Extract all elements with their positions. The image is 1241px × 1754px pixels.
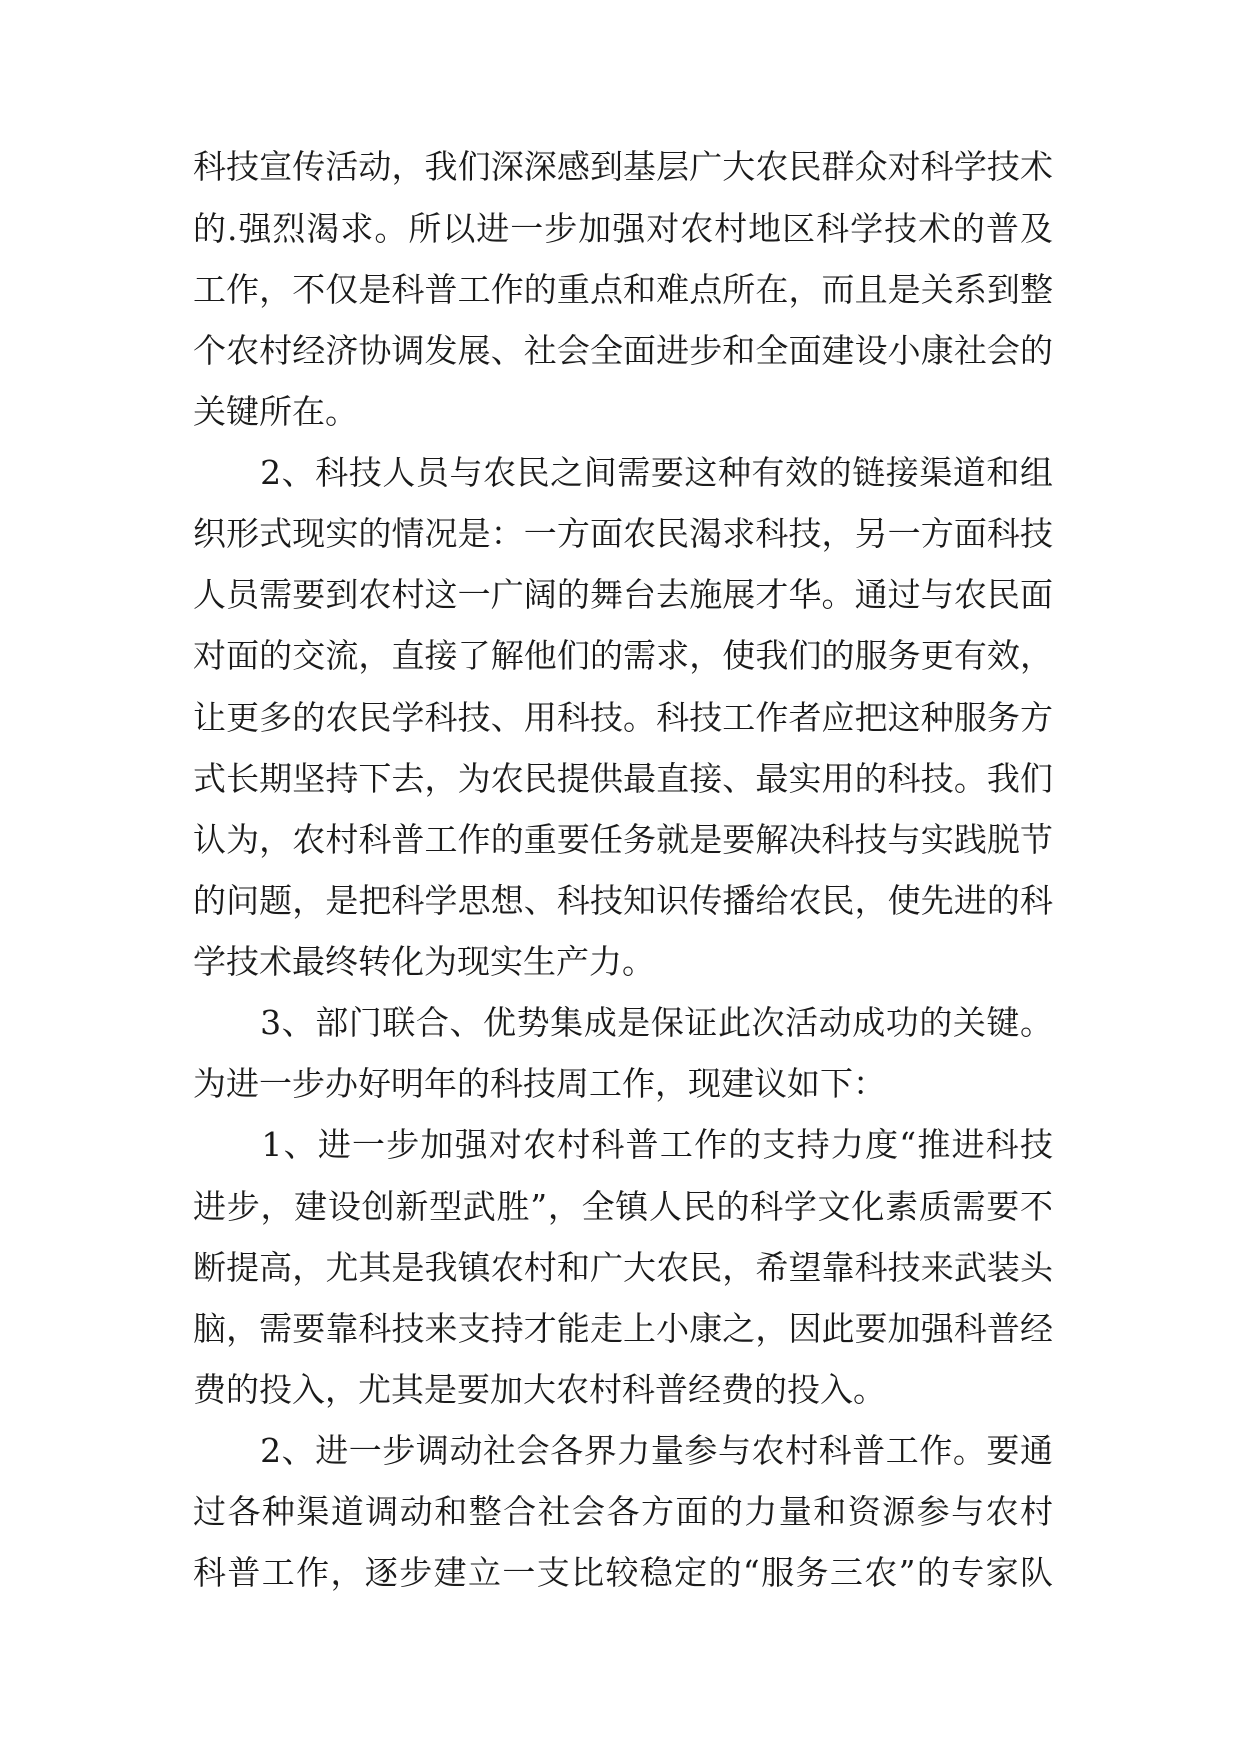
body-text-line: 科技宣传活动，我们深深感到基层广大农民群众对科学技术 — [193, 147, 1053, 186]
body-text-line: 过各种渠道调动和整合社会各方面的力量和资源参与农村 — [193, 1492, 1053, 1531]
body-text-line: 关键所在。 — [193, 392, 358, 431]
body-text-line: 科普工作，逐步建立一支比较稳定的“服务三农”的专家队 — [193, 1553, 1053, 1592]
body-text-line: 费的投入，尤其是要加大农村科普经费的投入。 — [193, 1370, 886, 1409]
body-text-line: 织形式现实的情况是：一方面农民渴求科技，另一方面科技 — [193, 514, 1053, 553]
body-text-line: 个农村经济协调发展、社会全面进步和全面建设小康社会的 — [193, 331, 1053, 370]
body-text-line: 学技术最终转化为现实生产力。 — [193, 942, 655, 981]
body-text-line: 认为，农村科普工作的重要任务就是要解决科技与实践脱节 — [193, 820, 1053, 859]
body-text-line: 让更多的农民学科技、用科技。科技工作者应把这种服务方 — [193, 698, 1053, 737]
body-text-line: 对面的交流，直接了解他们的需求，使我们的服务更有效， — [193, 636, 1053, 675]
body-text-line: 3、部门联合、优势集成是保证此次活动成功的关键。 — [193, 1003, 1053, 1042]
body-text-line: 的问题，是把科学思想、科技知识传播给农民，使先进的科 — [193, 881, 1053, 920]
body-text-line: 工作，不仅是科普工作的重点和难点所在，而且是关系到整 — [193, 270, 1053, 309]
body-text-line: 断提高，尤其是我镇农村和广大农民，希望靠科技来武装头 — [193, 1248, 1053, 1287]
body-text-line: 进步，建设创新型武胜”，全镇人民的科学文化素质需要不 — [193, 1187, 1053, 1226]
body-text-line: 的.强烈渴求。所以进一步加强对农村地区科学技术的普及 — [193, 209, 1053, 248]
body-text-line: 式长期坚持下去，为农民提供最直接、最实用的科技。我们 — [193, 759, 1053, 798]
body-text-line: 脑，需要靠科技来支持才能走上小康之，因此要加强科普经 — [193, 1309, 1053, 1348]
body-text-line: 2、科技人员与农民之间需要这种有效的链接渠道和组 — [193, 453, 1053, 492]
body-text-line: 人员需要到农村这一广阔的舞台去施展才华。通过与农民面 — [193, 575, 1053, 614]
body-text-line: 2、进一步调动社会各界力量参与农村科普工作。要通 — [193, 1431, 1053, 1470]
body-text-line: 为进一步办好明年的科技周工作，现建议如下： — [193, 1064, 886, 1103]
body-text-line: 1、进一步加强对农村科普工作的支持力度“推进科技 — [193, 1125, 1053, 1164]
